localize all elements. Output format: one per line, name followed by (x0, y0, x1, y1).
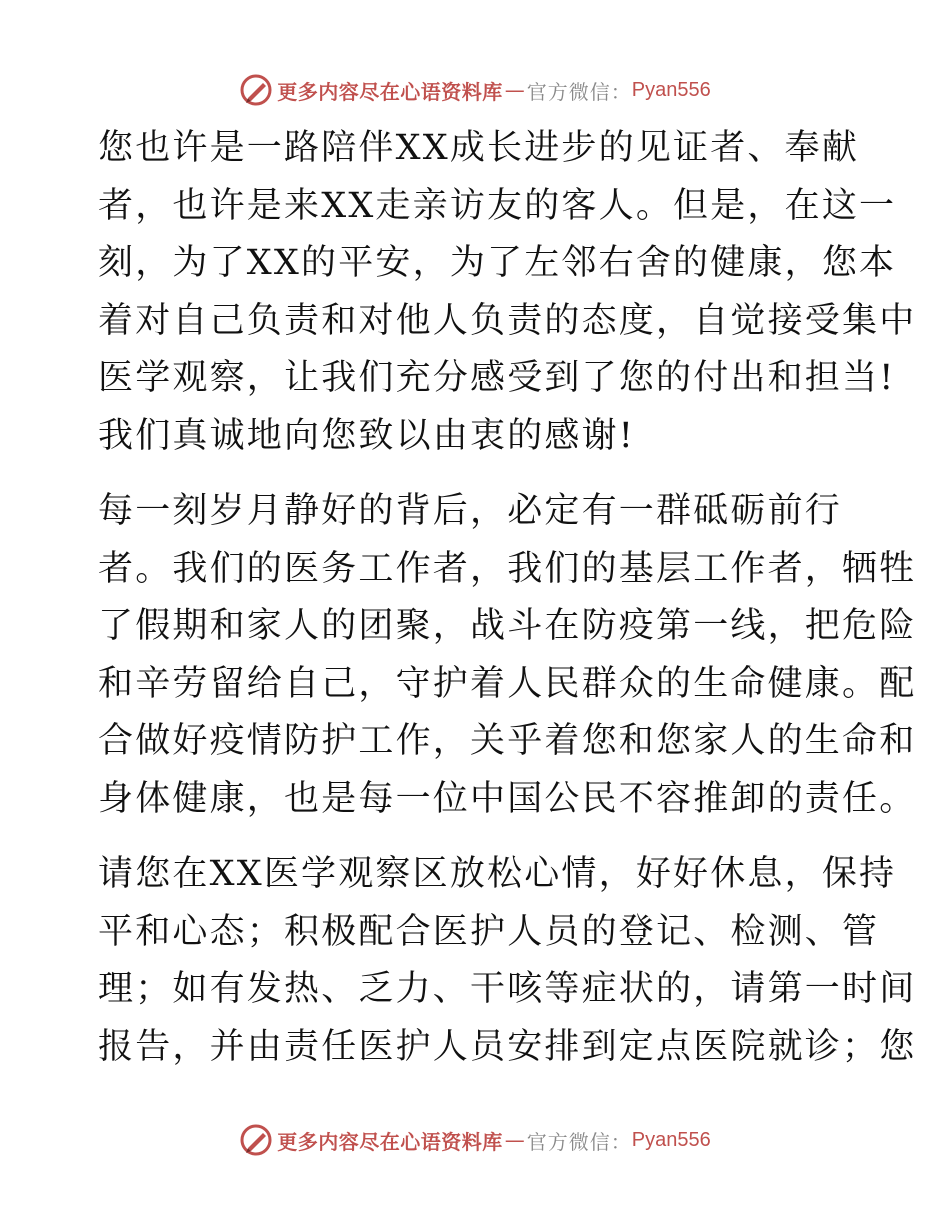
banner-official-label: 官方微信： (526, 1129, 632, 1154)
banner-wechat-id: Pyan556 (631, 1128, 711, 1151)
text-line: 理；如有发热、乏力、干咳等症状的，请第一时间 (98, 969, 917, 1009)
banner-wechat-id: Pyan556 (631, 78, 711, 101)
paragraph-3 (98, 846, 917, 1076)
text-line: 平和心态；积极配合医护人员的登记、检测、管 (98, 911, 880, 952)
text-line: 刻，为了XX的平安，为了左邻右舍的健康，您本 (98, 243, 897, 283)
text-line: 请您在XX医学观察区放松心情，好好休息，保持 (98, 854, 897, 894)
banner-brand-text: 更多内容尽在心语资料库 (277, 1129, 503, 1154)
document-body (98, 120, 917, 1076)
text-line: 报告，并由责任医护人员安排到定点医院就诊；您 (98, 1026, 917, 1067)
text-line: 合做好疫情防护工作，关乎着您和您家人的生命和 (98, 721, 917, 761)
banner-dash: — (504, 78, 525, 102)
text-line: 我们真诚地向您致以由衷的感谢! (98, 415, 636, 456)
header-banner (0, 68, 950, 112)
banner-brand-text: 更多内容尽在心语资料库 (277, 79, 503, 104)
text-line: 身体健康，也是每一位中国公民不容推卸的责任。 (98, 778, 917, 819)
banner-official-label: 官方微信： (526, 79, 632, 104)
text-line: 者，也许是来XX走亲访友的客人。但是，在这一 (98, 185, 897, 226)
text-line: 者。我们的医务工作者，我们的基层工作者，牺牲 (98, 548, 917, 589)
text-line: 和辛劳留给自己，守护着人民群众的生命健康。配 (98, 663, 917, 704)
text-line: 了假期和家人的团聚，战斗在防疫第一线，把危险 (98, 606, 917, 646)
paragraph-2 (98, 483, 917, 828)
footer-banner (0, 1118, 950, 1162)
paragraph-1 (98, 120, 917, 465)
pen-logo-icon (239, 1123, 273, 1157)
text-line: 您也许是一路陪伴XX成长进步的见证者、奉献 (98, 128, 860, 168)
text-line: 每一刻岁月静好的背后，必定有一群砥砺前行 (98, 491, 843, 531)
banner-dash: — (504, 1128, 525, 1152)
pen-logo-icon (239, 73, 273, 107)
text-line: 医学观察，让我们充分感受到了您的付出和担当! (98, 358, 896, 398)
text-line: 着对自己负责和对他人负责的态度，自觉接受集中 (98, 300, 917, 341)
